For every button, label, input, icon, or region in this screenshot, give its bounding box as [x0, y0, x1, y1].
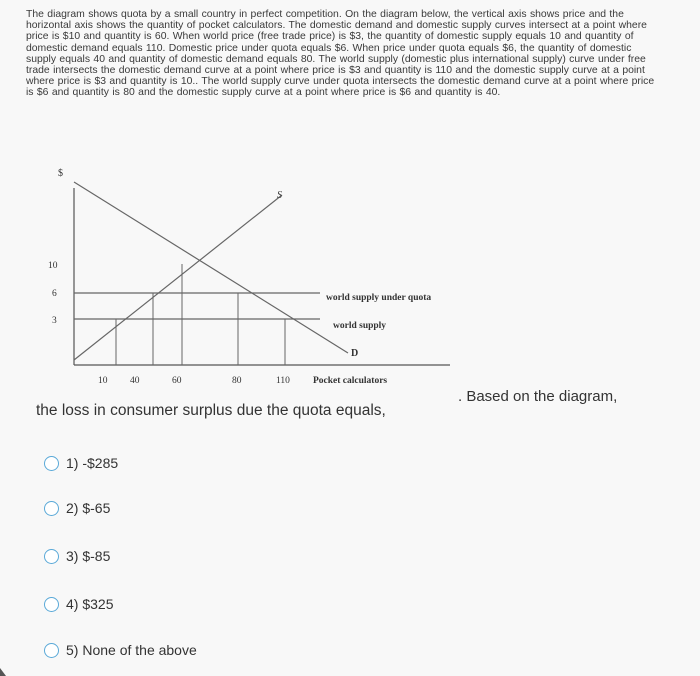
problem-text: The diagram shows quota by a small country in perfect competition. On the diagram below, the vertical axis shows price and the horizontal axis shows the quantity of pocket calculators. The domestic demand and domestic supply curves intersect at a point where price is $10 and quantity is 60. When world price (free trade price) is $3, the quantity of domestic supply equals 10 and quantity of domestic demand equals 110. Domestic price under quota equals $6. When price under quota equals $6, the quantity of domestic supply equals 40 and quantity of domestic demand equals 80. The world supply (domestic plus international supply) curve under free trade intersects the domestic demand curve at a point where price is $3 and quantity is 110 and the domestic supply curve at a point where price is $3 and quantity is 10.. The world supply curve under quota intersects the domestic demand curve at a point where price is $6 and quantity is 80 and the domestic supply curve at a point where price is $6 and quantity is 40.: [26, 9, 655, 99]
option-5-radio[interactable]: [44, 643, 59, 658]
demand-label: D: [351, 348, 359, 359]
option-4-radio[interactable]: [44, 597, 59, 612]
corner-marker: [0, 668, 6, 676]
quantity-tick-10: 10: [98, 376, 108, 386]
option-2[interactable]: [44, 500, 110, 516]
price-tick-3: 3: [52, 316, 57, 326]
option-5-label: 5) None of the above: [66, 642, 197, 658]
option-2-label: 2) $-65: [66, 500, 111, 516]
x-axis-label: Pocket calculators: [313, 376, 388, 386]
price-tick-6: 6: [52, 289, 57, 299]
quota-diagram: [30, 160, 470, 400]
option-1[interactable]: [44, 455, 118, 471]
quantity-tick-40: 40: [130, 376, 140, 386]
supply-label: S: [277, 190, 282, 201]
option-1-label: 1) -$285: [66, 455, 119, 471]
quantity-tick-110: 110: [276, 376, 290, 386]
quantity-tick-60: 60: [172, 376, 182, 386]
supply-curve: [74, 195, 282, 360]
option-4[interactable]: [44, 596, 113, 612]
option-2-radio[interactable]: [44, 501, 59, 516]
option-3-label: 3) $-85: [66, 548, 111, 564]
diagram-svg: [30, 160, 470, 400]
price-tick-10: 10: [48, 261, 58, 271]
world-line-label: world supply: [333, 321, 387, 331]
option-3-radio[interactable]: [44, 549, 59, 564]
side-note: . Based on the diagram,: [458, 388, 618, 405]
option-4-label: 4) $325: [66, 596, 114, 612]
option-5[interactable]: [44, 642, 197, 658]
option-3[interactable]: [44, 548, 110, 564]
option-1-radio[interactable]: [44, 456, 59, 471]
quota-line-label: world supply under quota: [326, 293, 432, 303]
y-axis-label: $: [58, 168, 63, 179]
question-text: the loss in consumer surplus due the quota equals,: [36, 402, 386, 419]
quantity-tick-80: 80: [232, 376, 242, 386]
